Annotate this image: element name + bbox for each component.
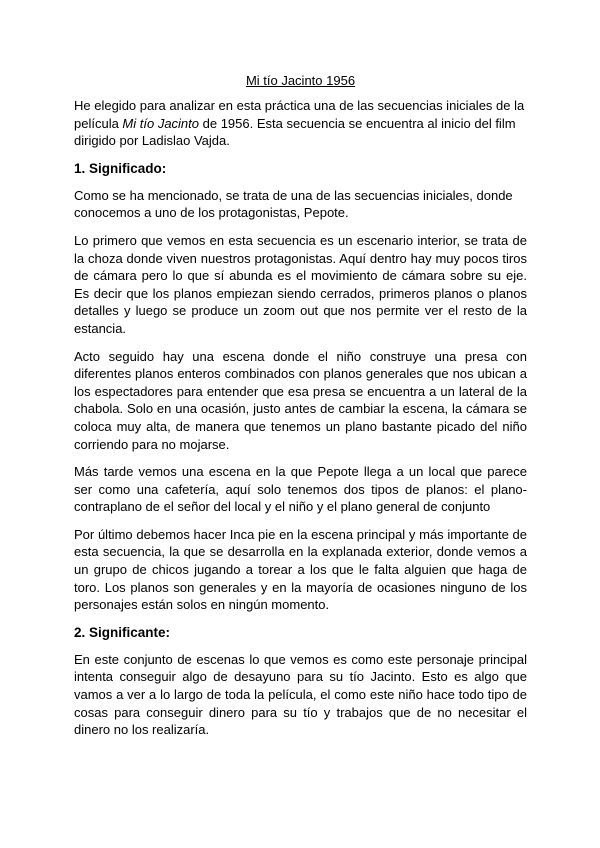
section-1-paragraph-4: Más tarde vemos una escena en la que Pepote llega a un local que parece ser como una cafetería, aquí solo tenemos dos tipos de planos: el plano-contraplano de el señor del local y el niño y el plano general de conjunto: [74, 464, 527, 515]
section-2-heading: 2. Significante:: [74, 624, 171, 640]
intro-paragraph: [74, 97, 527, 150]
document-page: [74, 72, 527, 749]
film-title-italic: Mi tío Jacinto: [122, 115, 200, 131]
section-1-paragraph-5: Por último debemos hacer Inca pie en la escena principal y más importante de esta secuencia, la que se desarrolla en la explanada exterior, donde vemos a un grupo de chicos jugando a torear a los que le falta alguien que haga de toro. Los planos son generales y en la mayoría de ocasiones ninguno de los personajes están solos en ningún momento.: [74, 526, 527, 613]
intro-text-a: He elegido para analizar en esta práctica una de las secuencias iniciales de la película: [74, 98, 525, 131]
section-1-paragraph-2: Lo primero que vemos en esta secuencia es un escenario interior, se trata de la choza donde viven nuestros protagonistas. Aquí dentro hay muy pocos tiros de cámara pero lo que sí abunda es el movimiento de cámara sobre su eje. Es decir que los planos empiezan siendo cerrados, primeros planos o planos detalles y luego se produce un zoom out que nos permite ver el resto de la estancia.: [74, 232, 527, 336]
intro-text-b: de 1956. Esta secuencia se encuentra al inicio del film dirigido por Ladislao Vajda.: [74, 115, 516, 149]
section-1-paragraph-3: Acto seguido hay una escena donde el niño construye una presa con diferentes planos enteros combinados con planos generales que nos ubican a los espectadores para entender que esa presa se encuentra a un lateral de la chabola. Solo en una ocasión, justo antes de cambiar la escena, la cámara se coloca muy alta, de manera que tenemos un plano bastante picado del niño corriendo para no mojarse.: [74, 348, 527, 452]
section-1-heading: 1. Significado:: [74, 160, 167, 176]
section-1-paragraph-1: Como se ha mencionado, se trata de una de las secuencias iniciales, donde conocemos a uno de los protagonistas, Pepote.: [74, 187, 513, 221]
document-title: Mi tío Jacinto 1956: [245, 73, 356, 88]
section-2-paragraph-1: En este conjunto de escenas lo que vemos es como este personaje principal intenta conseguir algo de desayuno para su tío Jacinto. Esto es algo que vamos a ver a lo largo de toda la película, el como este niño hace todo tipo de cosas para conseguir dinero para su tío y trabajos que de no necesitar el dinero no los realizaría.: [74, 651, 527, 738]
